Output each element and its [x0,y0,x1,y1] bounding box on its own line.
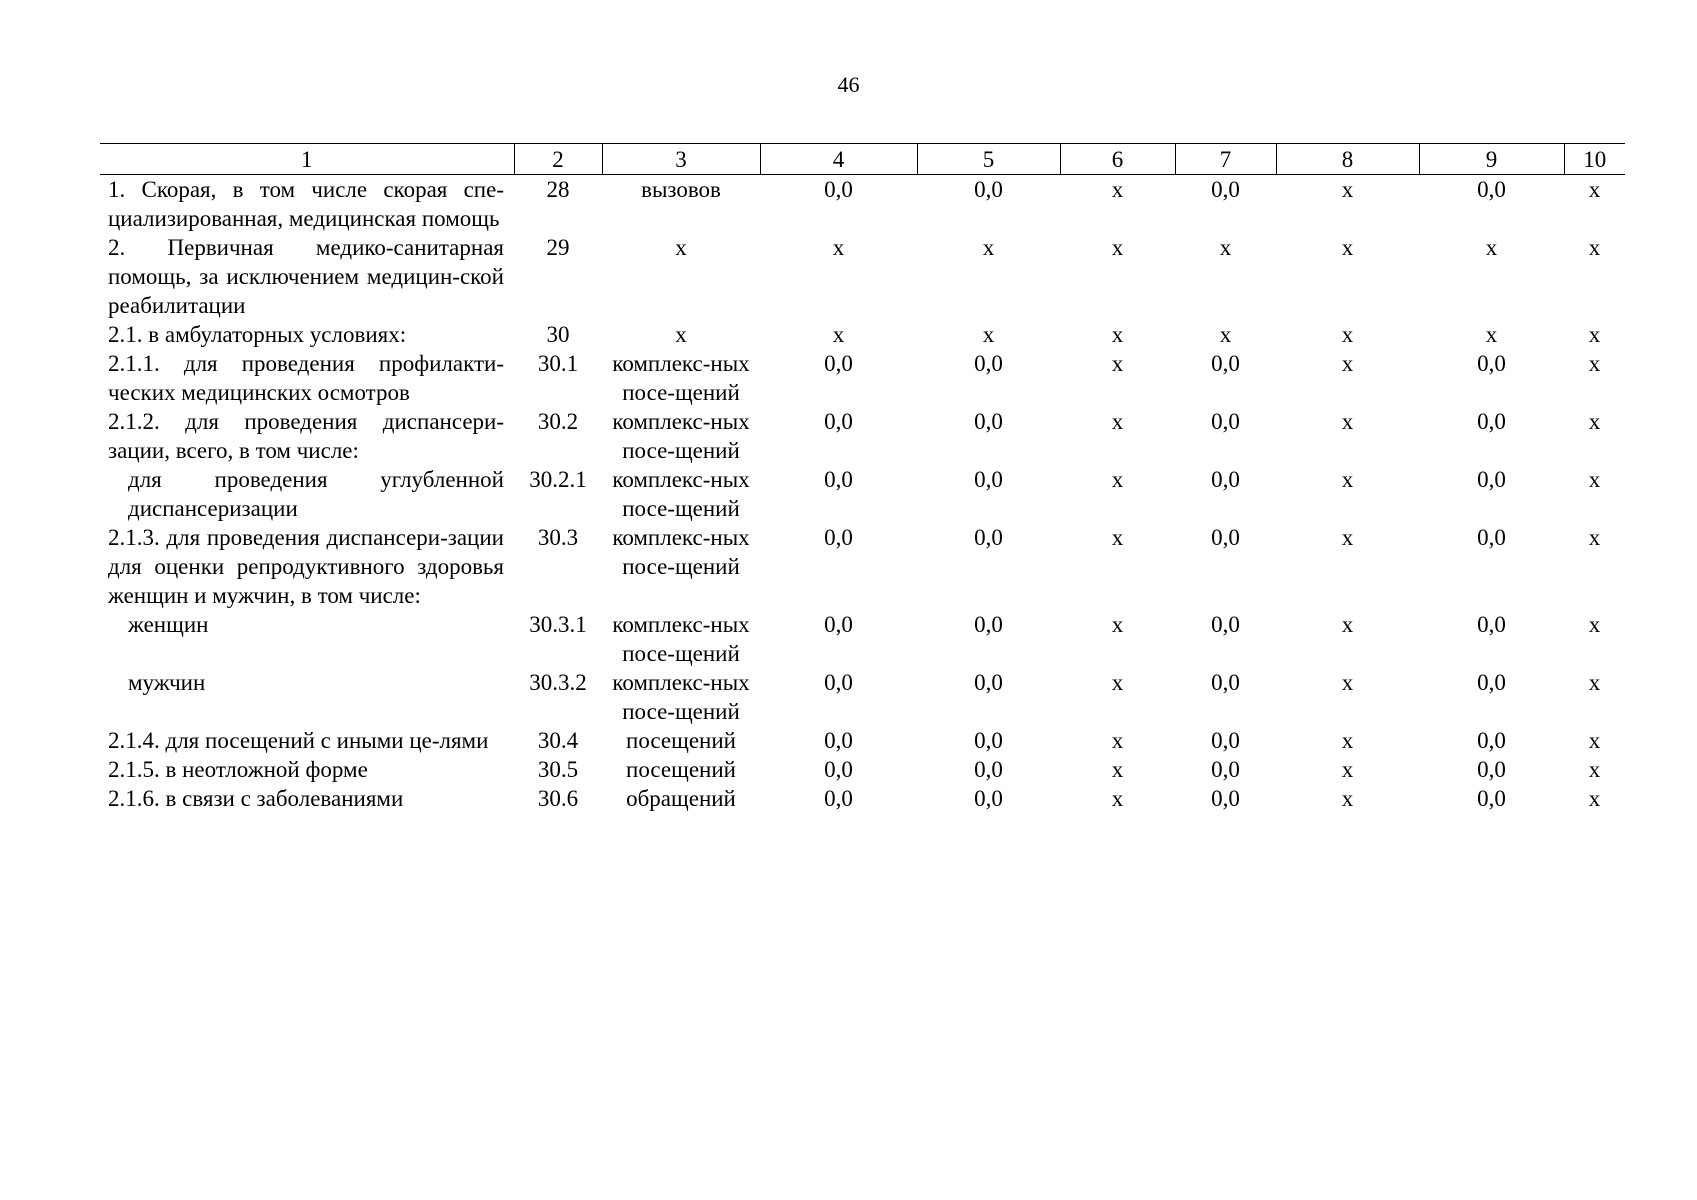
column-header: 6 [1060,144,1175,175]
column-header: 3 [602,144,760,175]
cell-col7: 0,0 [1211,351,1240,376]
cell-col4: 0,0 [824,670,853,695]
cell-col4: 0,0 [824,409,853,434]
table-row [100,610,1625,668]
row-label: 2.1.4. для посещений с иными це-лями [108,728,489,753]
table-row [100,407,1625,465]
cell-col8: х [1341,322,1354,347]
cell-col6: х [1111,612,1124,637]
cell-col10: х [1588,235,1601,260]
row-unit: х [675,322,687,347]
table-row [100,755,1625,784]
cell-col9: 0,0 [1477,409,1506,434]
row-unit: комплекс-ных посе-щений [612,467,750,521]
row-code: 30.3.1 [529,612,587,637]
cell-col7: 0,0 [1211,612,1240,637]
row-unit: х [675,235,687,260]
table-body [100,175,1625,814]
row-code: 30.2 [537,409,579,434]
row-unit: комплекс-ных посе-щений [612,612,750,666]
cell-col4: 0,0 [824,525,853,550]
row-label: 1. Скорая, в том числе скорая спе-циализированная, медицинская помощь [108,177,504,231]
cell-col5: 0,0 [974,525,1003,550]
table-row [100,784,1625,813]
cell-col5: 0,0 [974,757,1003,782]
cell-col7: 0,0 [1211,786,1240,811]
row-code: 30.1 [537,351,579,376]
cell-col7: 0,0 [1211,728,1240,753]
row-code: 30.3 [537,525,579,550]
column-header: 2 [514,144,602,175]
cell-col9: 0,0 [1477,786,1506,811]
cell-col10: х [1588,757,1601,782]
cell-col6: х [1111,467,1124,492]
cell-col10: х [1588,670,1601,695]
cell-col7: 0,0 [1211,757,1240,782]
table-row [100,233,1625,320]
cell-col5: х [982,322,995,347]
row-unit: комплекс-ных посе-щений [612,525,750,579]
row-code: 30.3.2 [529,670,587,695]
cell-col6: х [1111,757,1124,782]
cell-col9: 0,0 [1477,757,1506,782]
cell-col9: 0,0 [1477,612,1506,637]
cell-col9: 0,0 [1477,670,1506,695]
cell-col6: х [1111,351,1124,376]
column-header: 4 [760,144,917,175]
cell-col5: 0,0 [974,670,1003,695]
cell-col9: х [1485,235,1498,260]
cell-col8: х [1341,351,1354,376]
column-header: 8 [1276,144,1419,175]
cell-col6: х [1111,409,1124,434]
cell-col7: 0,0 [1211,467,1240,492]
page-number: 46 [837,72,860,97]
cell-col6: х [1111,670,1124,695]
cell-col6: х [1111,525,1124,550]
cell-col5: 0,0 [974,177,1003,202]
cell-col8: х [1341,525,1354,550]
cell-col5: 0,0 [974,612,1003,637]
row-unit: комплекс-ных посе-щений [612,351,750,405]
row-label: 2.1.5. в неотложной форме [108,757,368,782]
row-label: 2.1. в амбулаторных условиях: [108,322,407,347]
cell-col6: х [1111,235,1124,260]
cell-col7: х [1219,235,1232,260]
row-label: 2.1.2. для проведения диспансери-зации, всего, в том числе: [108,409,504,463]
cell-col4: 0,0 [824,351,853,376]
row-label: 2.1.1. для проведения профилакти-ческих медицинских осмотров [108,351,504,405]
cell-col10: х [1588,177,1601,202]
row-code: 29 [546,235,570,260]
cell-col7: х [1219,322,1232,347]
cell-col6: х [1111,728,1124,753]
cell-col8: х [1341,728,1354,753]
cell-col4: 0,0 [824,786,853,811]
row-code: 30 [546,322,570,347]
cell-col4: 0,0 [824,177,853,202]
row-label: женщин [128,612,209,637]
cell-col8: х [1341,670,1354,695]
row-label: 2. Первичная медико-санитарная помощь, за исключением медицин-ской реабилитации [108,235,504,318]
cell-col4: 0,0 [824,612,853,637]
row-code: 30.4 [537,728,579,753]
table-row [100,349,1625,407]
cell-col9: 0,0 [1477,467,1506,492]
cell-col8: х [1341,177,1354,202]
row-unit: посещений [626,757,736,782]
table-row [100,726,1625,755]
row-unit: комплекс-ных посе-щений [612,670,750,724]
row-code: 30.2.1 [529,467,587,492]
column-header: 10 [1564,144,1625,175]
cell-col8: х [1341,757,1354,782]
cell-col10: х [1588,728,1601,753]
table-row [100,465,1625,523]
cell-col10: х [1588,351,1601,376]
cell-col9: 0,0 [1477,351,1506,376]
cell-col9: х [1485,322,1498,347]
column-header: 7 [1175,144,1276,175]
table-row [100,175,1625,234]
row-code: 30.6 [537,786,579,811]
cell-col4: х [832,322,845,347]
column-header: 5 [917,144,1060,175]
column-header: 1 [100,144,514,175]
row-code: 30.5 [537,757,579,782]
cell-col5: 0,0 [974,728,1003,753]
cell-col7: 0,0 [1211,670,1240,695]
row-code: 28 [546,177,570,202]
cell-col8: х [1341,235,1354,260]
cell-col6: х [1111,322,1124,347]
cell-col9: 0,0 [1477,525,1506,550]
data-table [100,143,1625,813]
cell-col10: х [1588,525,1601,550]
cell-col4: 0,0 [824,467,853,492]
row-unit: комплекс-ных посе-щений [612,409,750,463]
cell-col10: х [1588,786,1601,811]
cell-col5: 0,0 [974,467,1003,492]
cell-col8: х [1341,467,1354,492]
cell-col4: х [832,235,845,260]
row-label: 2.1.3. для проведения диспансери-зации для оценки репродуктивного здоровья женщин и мужчин, в том числе: [108,525,504,608]
cell-col6: х [1111,786,1124,811]
cell-col9: 0,0 [1477,177,1506,202]
cell-col8: х [1341,409,1354,434]
table-header-row [100,144,1625,175]
cell-col8: х [1341,612,1354,637]
cell-col5: х [982,235,995,260]
cell-col5: 0,0 [974,351,1003,376]
table-row [100,668,1625,726]
row-label: мужчин [128,670,206,695]
cell-col7: 0,0 [1211,409,1240,434]
row-label: для проведения углубленной диспансеризации [128,467,504,521]
cell-col5: 0,0 [974,786,1003,811]
table-row [100,320,1625,349]
cell-col10: х [1588,612,1601,637]
cell-col7: 0,0 [1211,525,1240,550]
cell-col10: х [1588,322,1601,347]
row-unit: посещений [626,728,736,753]
cell-col10: х [1588,467,1601,492]
row-label: 2.1.6. в связи с заболеваниями [108,786,404,811]
cell-col10: х [1588,409,1601,434]
row-unit: вызовов [641,177,721,202]
column-header: 9 [1419,144,1564,175]
cell-col5: 0,0 [974,409,1003,434]
cell-col4: 0,0 [824,757,853,782]
cell-col4: 0,0 [824,728,853,753]
cell-col6: х [1111,177,1124,202]
cell-col7: 0,0 [1211,177,1240,202]
cell-col9: 0,0 [1477,728,1506,753]
table-row [100,523,1625,610]
cell-col8: х [1341,786,1354,811]
row-unit: обращений [626,786,736,811]
